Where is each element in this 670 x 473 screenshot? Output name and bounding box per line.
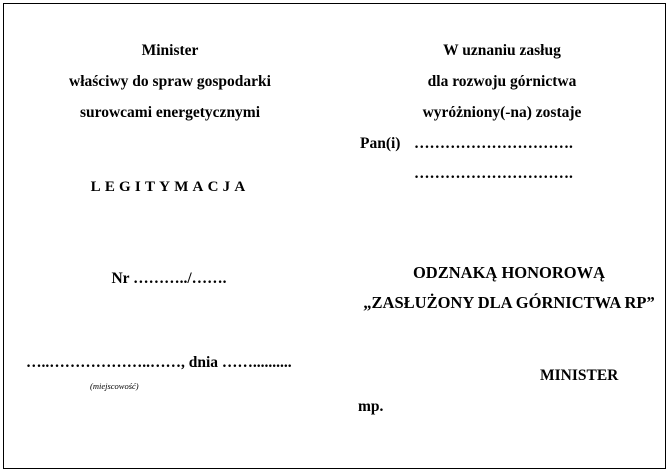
award-line-3: wyróżniony(-na) zostaje <box>422 104 582 121</box>
recipient-name-field: …………………………. <box>414 135 573 152</box>
issuer-line-1: Minister <box>141 42 199 59</box>
issuer-line-2: właściwy do spraw gospodarki <box>69 73 271 90</box>
issuer-line-3: surowcami energetycznymi <box>79 104 261 121</box>
award-line-1: W uznaniu zasług <box>443 42 561 59</box>
document-heading: LEGITYMACJA <box>90 179 250 195</box>
recipient-label: Pan(i) <box>360 135 401 152</box>
badge-line-2: „ZASŁUŻONY DLA GÓRNICTWA RP” <box>363 293 655 312</box>
number-field: Nr ………../……. <box>111 270 227 287</box>
signatory-title: MINISTER <box>540 367 619 384</box>
award-line-2: dla rozwoju górnictwa <box>427 73 577 90</box>
seal-placeholder: mp. <box>358 398 384 415</box>
badge-line-1: ODZNAKĄ HONOROWĄ <box>412 263 606 282</box>
place-caption: (miejscowość) <box>90 381 139 391</box>
place-date-field: …..………………..……, dnia …….......... <box>26 354 292 371</box>
recipient-name-field-2: …………………………. <box>414 165 573 182</box>
